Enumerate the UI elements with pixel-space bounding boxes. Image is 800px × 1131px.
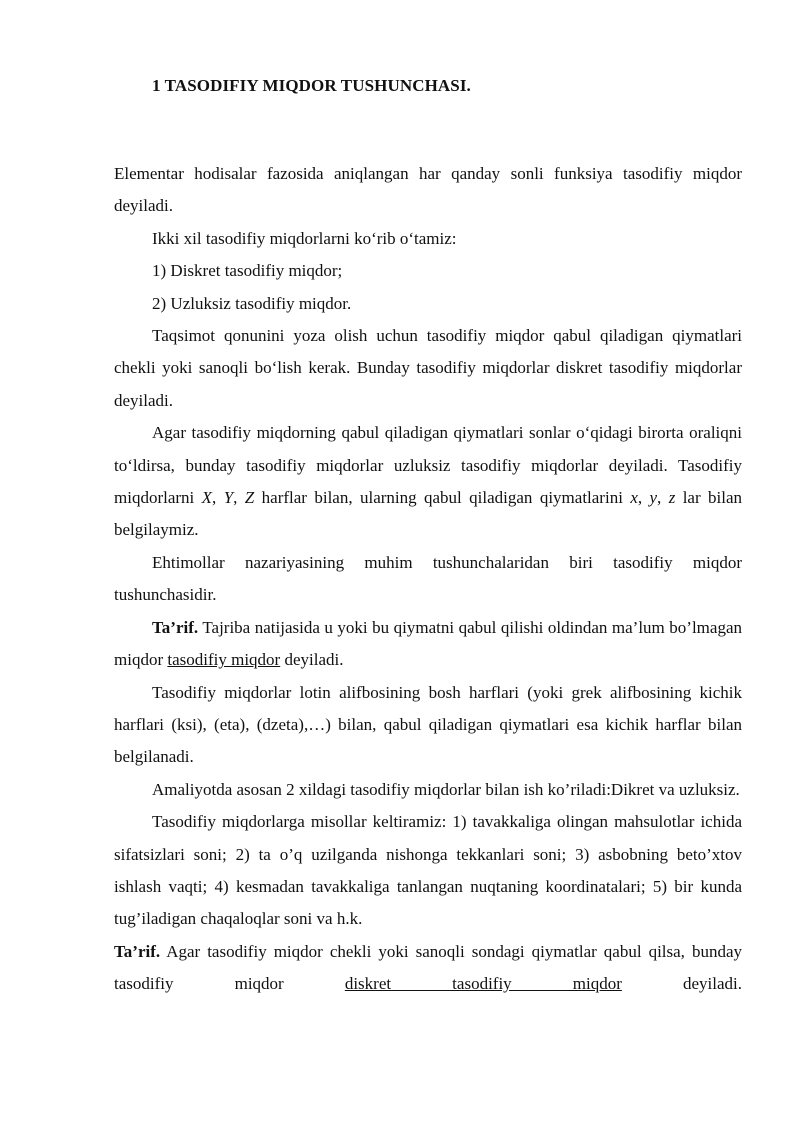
text-run: , (657, 488, 669, 508)
text-run: harflar bilan, ularning qabul qiladigan qiymatlarini (254, 488, 631, 508)
defined-term: tasodifiy miqdor (167, 650, 281, 670)
text-run: , (233, 488, 245, 508)
body-text (114, 158, 742, 1001)
definition-label: Ta’rif. (152, 617, 199, 637)
text-run: deyiladi. (280, 650, 344, 670)
text-run: lar bilan belgilaymiz. (114, 488, 743, 540)
paragraph-distribution-law: Taqsimot qonunini yoza olish uchun tasodifiy miqdor qabul qiladigan qiymatlari chekli yoki sanoqli bo‘lish kerak. Bunday tasodifiy miqdorlar diskret tasodifiy miqdorlar deyiladi. (114, 326, 742, 410)
paragraph-continuous (114, 417, 742, 547)
paragraph-notation: Tasodifiy miqdorlar lotin alifbosining bosh harflari (yoki grek alifbosining kichik harflari (ksi), (eta), (dzeta),…) bilan, qabul qiladigan qiymatlari esa kichik harflar bilan belgilanadi. (114, 682, 742, 767)
defined-term: diskret tasodifiy miqdor (344, 974, 622, 994)
paragraph-practice: Amaliyotda asosan 2 xildagi tasodifiy miqdorlar bilan ish ko’riladi:Dikret va uzluksiz. (152, 779, 740, 799)
text-run: Tajriba natijasida u yoki bu qiymatni qabul qilishi oldindan ma’lum bo’lmagan miqdor (114, 617, 742, 670)
list-item-continuous: 2) Uzluksiz tasodifiy miqdor. (152, 293, 352, 313)
paragraph-key-concept: Ehtimollar nazariyasining muhim tushunchalaridan biri tasodifiy miqdor tushunchasidir. (114, 552, 742, 605)
definition-discrete (114, 936, 742, 1001)
definition-label: Ta’rif. (114, 941, 161, 961)
text-run: Agar tasodifiy miqdor chekli yoki sanoqli sondagi qiymatlar qabul qilsa, bunday tasodifiy miqdor (114, 941, 742, 994)
paragraph-definition-intro: Elementar hodisalar fazosida aniqlangan har qanday sonli funksiya tasodifiy miqdor deyiladi. (114, 164, 742, 216)
symbol-X: X (201, 488, 213, 508)
symbol-Y: Y (223, 488, 234, 508)
definition-random-variable (114, 612, 742, 677)
symbol-z: z (668, 488, 676, 508)
list-item-discrete: 1) Diskret tasodifiy miqdor; (152, 261, 343, 281)
symbol-x: x (630, 488, 638, 508)
paragraph-two-types: Ikki xil tasodifiy miqdorlarni ko‘rib o‘tamiz: (152, 228, 457, 248)
text-run: deyiladi. (621, 974, 743, 994)
text-run: , (212, 488, 224, 508)
paragraph-examples: Tasodifiy miqdorlarga misollar keltiramiz: 1) tavakkaliga olingan mahsulotlar ichida sifatsizlari soni; 2) ta o’q uzilganda nishonga tekkanlari soni; 3) asbobning beto’xtov ishlash vaqti; 4) kesmadan tavakkaliga tanlangan nuqtaning koordinatalari; 5) bir kunda tug’iladigan chaqaloqlar soni va h.k. (114, 812, 742, 929)
text-run: , (637, 488, 650, 508)
section-heading: 1 TASODIFIY MIQDOR TUSHUNCHASI. (152, 76, 471, 95)
text-run: Agar tasodifiy miqdorning qabul qiladigan qiymatlari sonlar o‘qidagi birorta oraliqni to‘ldirsa, bunday tasodifiy miqdorlar uzluksiz tasodifiy miqdorlar deyiladi. Tasodifiy miqdorlarni (114, 423, 742, 508)
symbol-Z: Z (244, 488, 255, 508)
symbol-y: y (649, 488, 658, 508)
